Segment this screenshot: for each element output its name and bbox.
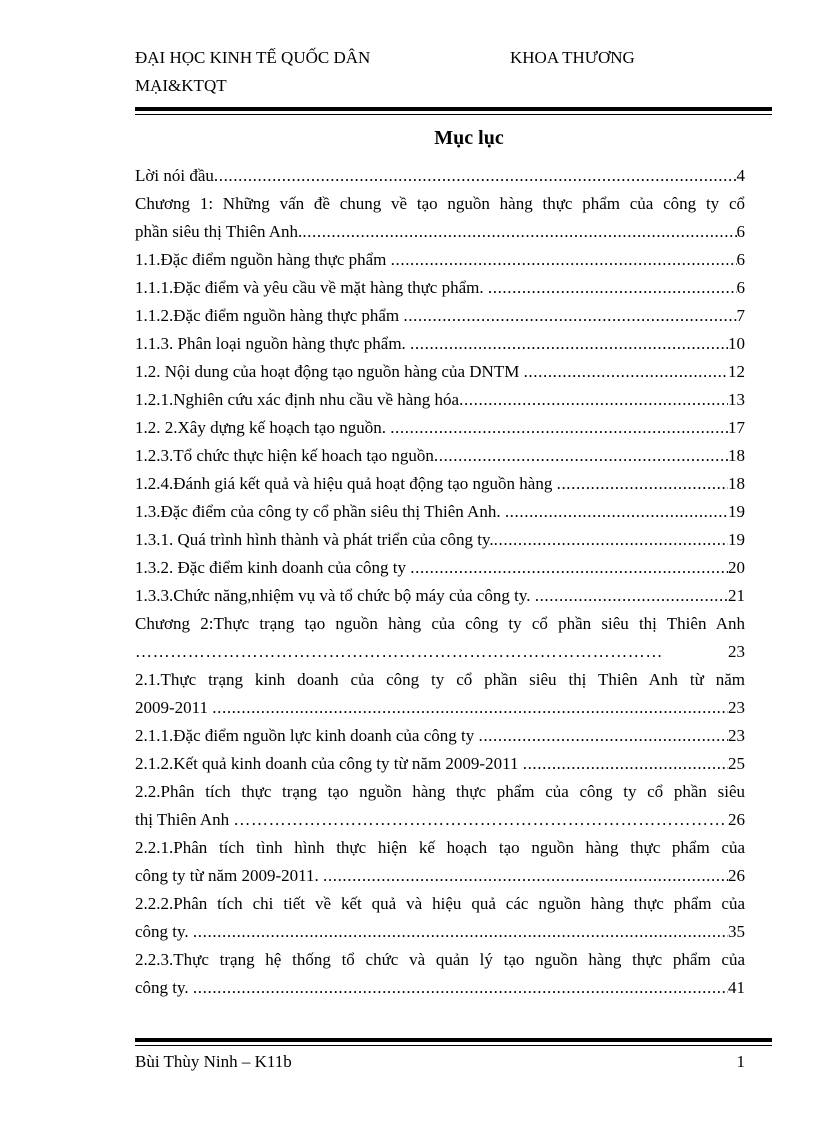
toc-entry-text: Chương 1: Những vấn đề chung về tạo nguồn hàng thực phẩm của công ty cổ — [135, 194, 745, 213]
toc-page-number: 6 — [736, 250, 745, 269]
dot-leader — [390, 414, 728, 442]
page-header — [135, 44, 745, 115]
toc-entry-text: công ty từ năm 2009-2011. — [135, 866, 324, 885]
footer-author: Bùi Thùy Ninh – K11b — [135, 1052, 292, 1071]
toc-entry-text: 2009-2011 — [135, 698, 213, 717]
toc-line — [135, 554, 745, 582]
toc-line — [135, 414, 745, 442]
footer-rule — [135, 1038, 772, 1046]
toc-line — [135, 722, 745, 750]
dot-leader — [505, 498, 728, 526]
toc-entry-text: 2.2.Phân tích thực trạng tạo nguồn hàng thực phẩm của công ty cổ phần siêu — [135, 782, 745, 801]
toc-page-number: 20 — [728, 558, 745, 577]
dot-leader — [488, 274, 737, 302]
toc-entry-text: 1.2. Nội dung của hoạt động tạo nguồn hàng của DNTM — [135, 362, 524, 381]
dot-leader — [494, 526, 728, 554]
toc-page-number: 26 — [728, 866, 745, 885]
dot-leader — [478, 722, 728, 750]
toc-entry-text: Chương 2:Thực trạng tạo nguồn hàng của công ty cổ phần siêu thị Thiên Anh — [135, 614, 745, 633]
toc-entry-text: 1.3.3.Chức năng,nhiệm vụ và tổ chức bộ máy của công ty. — [135, 586, 535, 605]
toc-entry-text: 1.3.Đặc điểm của công ty cổ phần siêu thị Thiên Anh. — [135, 502, 505, 521]
toc-line — [135, 470, 745, 498]
toc-page-number: 21 — [728, 586, 745, 605]
toc-entry-text: 1.2. 2.Xây dựng kế hoạch tạo nguồn. — [135, 418, 391, 437]
toc-line — [135, 862, 745, 890]
toc-entry-text: công ty. — [135, 922, 193, 941]
dot-leader — [459, 386, 728, 414]
dot-leader — [523, 750, 728, 778]
toc-line — [135, 358, 745, 386]
toc-entry-text: 2.1.Thực trạng kinh doanh của công ty cổ phần siêu thị Thiên Anh từ năm — [135, 670, 745, 689]
toc-line — [135, 694, 745, 722]
dot-leader — [302, 218, 736, 246]
toc-page-number: 7 — [736, 306, 745, 325]
toc-line — [135, 946, 745, 974]
toc-entry-text: 1.2.3.Tổ chức thực hiện kế hoach tạo nguồn — [135, 446, 434, 465]
dot-leader — [557, 470, 728, 498]
toc-line — [135, 890, 745, 918]
toc-page-number: 41 — [728, 978, 745, 997]
toc-page-number: 23 — [728, 698, 745, 717]
header-rule — [135, 107, 772, 115]
toc-page-number: 19 — [728, 530, 745, 549]
toc-page-number: 6 — [736, 222, 745, 241]
toc-line — [135, 386, 745, 414]
dot-leader — [233, 806, 728, 834]
toc-page-number: 25 — [728, 754, 745, 773]
toc-line — [135, 302, 745, 330]
toc-line — [135, 834, 745, 862]
dot-leader — [212, 694, 728, 722]
toc-entry-text: 2.2.3.Thực trạng hệ thống tổ chức và quản lý tạo nguồn hàng thực phẩm của — [135, 950, 745, 969]
dot-leader — [524, 358, 728, 386]
page-footer — [135, 1038, 745, 1075]
toc-entry-text: 2.1.1.Đặc điểm nguồn lực kinh doanh của công ty — [135, 726, 479, 745]
toc-entry-text: 1.1.1.Đặc điểm và yêu cầu về mặt hàng thực phẩm. — [135, 278, 488, 297]
toc-line — [135, 974, 745, 1002]
toc-page-number: 18 — [728, 446, 745, 465]
toc-entry-text: 1.3.1. Quá trình hình thành và phát triển của công ty. — [135, 530, 494, 549]
toc-entry-text: phần siêu thị Thiên Anh. — [135, 222, 303, 241]
toc-page-number: 35 — [728, 922, 745, 941]
toc-line — [135, 778, 745, 806]
toc-line — [135, 666, 745, 694]
toc-page-number: 18 — [728, 474, 745, 493]
university-name: ĐẠI HỌC KINH TẾ QUỐC DÂN — [135, 48, 371, 67]
toc-entry-text: 1.2.4.Đánh giá kết quả và hiệu quả hoạt động tạo nguồn hàng — [135, 474, 557, 493]
dot-leader — [410, 330, 728, 358]
toc-page-number: 26 — [728, 810, 745, 829]
toc-page-number: 23 — [728, 726, 745, 745]
dot-leader — [410, 554, 728, 582]
footer-page-number: 1 — [736, 1052, 745, 1071]
toc-page-number: 17 — [728, 418, 745, 437]
toc-line — [135, 582, 745, 610]
toc-page-number: 4 — [736, 166, 745, 185]
toc-entry-text: thị Thiên Anh — [135, 810, 234, 829]
toc-page-number: 6 — [736, 278, 745, 297]
toc-line — [135, 162, 745, 190]
page-title: Mục lục — [434, 127, 504, 149]
dot-leader — [193, 974, 728, 1002]
toc-line — [135, 526, 745, 554]
toc-entry-text: công ty. — [135, 978, 193, 997]
faculty-name-line2: MẠI&KTQT — [135, 76, 227, 95]
toc-entry-text: 2.1.2.Kết quả kinh doanh của công ty từ năm 2009-2011 — [135, 754, 523, 773]
toc-line — [135, 274, 745, 302]
dot-leader — [323, 862, 728, 890]
faculty-name-line1: KHOA THƯƠNG — [510, 48, 635, 67]
toc-line — [135, 638, 745, 666]
toc-entry-text: 1.1.Đặc điểm nguồn hàng thực phẩm — [135, 250, 391, 269]
toc-line — [135, 246, 745, 274]
toc-line — [135, 918, 745, 946]
dot-leader — [391, 246, 737, 274]
toc-line — [135, 442, 745, 470]
toc-page-number: 19 — [728, 502, 745, 521]
toc-line — [135, 610, 745, 638]
toc-line — [135, 750, 745, 778]
toc-line — [135, 190, 745, 218]
toc-line — [135, 498, 745, 526]
dot-leader — [193, 918, 728, 946]
toc-line — [135, 330, 745, 358]
dot-leader — [434, 442, 728, 470]
toc-entry-text: 2.2.2.Phân tích chi tiết về kết quả và hiệu quả các nguồn hàng thực phẩm của — [135, 894, 745, 913]
toc-page-number: 13 — [728, 390, 745, 409]
toc-line — [135, 806, 745, 834]
toc-entry-text: 1.3.2. Đặc điểm kinh doanh của công ty — [135, 558, 411, 577]
toc-page-number: 10 — [728, 334, 745, 353]
toc-line — [135, 218, 745, 246]
toc-entry-text: 1.2.1.Nghiên cứu xác định nhu cầu về hàng hóa — [135, 390, 460, 409]
dot-leader — [214, 162, 737, 190]
dot-leader — [403, 302, 736, 330]
toc-entry-text: 1.1.3. Phân loại nguồn hàng thực phẩm. — [135, 334, 411, 353]
toc-page-number: 23 — [728, 642, 745, 661]
dot-leader — [535, 582, 728, 610]
table-of-contents — [135, 162, 745, 1002]
toc-entry-text: 1.1.2.Đặc điểm nguồn hàng thực phẩm — [135, 306, 404, 325]
dot-leader — [135, 638, 728, 666]
toc-page-number: 12 — [728, 362, 745, 381]
toc-entry-text: Lời nói đầu — [135, 166, 214, 185]
toc-entry-text: 2.2.1.Phân tích tình hình thực hiện kế hoạch tạo nguồn hàng thực phẩm của — [135, 838, 745, 857]
